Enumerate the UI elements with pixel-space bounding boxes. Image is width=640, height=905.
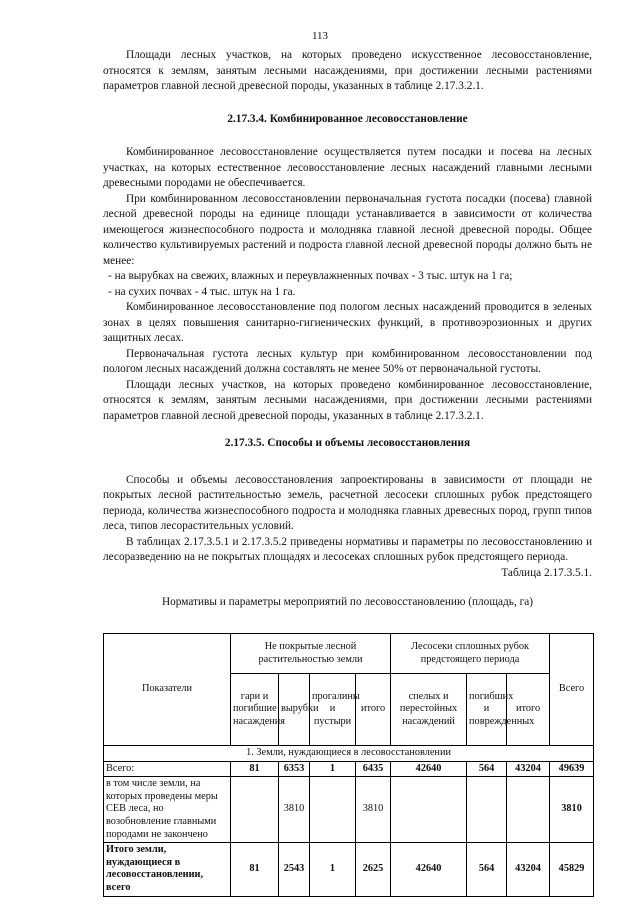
header-clearcut-areas: Лесосеки сплошных рубок предстоящего периода xyxy=(391,634,550,674)
cell: 1 xyxy=(310,761,356,777)
cell: 81 xyxy=(231,843,279,896)
paragraph: Первоначальная густота лесных культур при комбинированном лесовосстановлении под пологом лесных насаждений должна составлять не менее 50% от первоначальной густоты. xyxy=(103,347,592,375)
list-item: - на сухих почвах - 4 тыс. штук на 1 га. xyxy=(108,285,296,298)
table-row xyxy=(104,843,594,896)
header-total: Всего xyxy=(550,634,594,746)
paragraph: В таблицах 2.17.3.5.1 и 2.17.3.5.2 приведены нормативы и параметры по лесовосстановлению и лесоразведению на не покрытых площадях и лесосеках сплошных рубок предстоящего периода. xyxy=(103,535,592,563)
norms-table xyxy=(103,633,594,897)
cell: 3810 xyxy=(550,777,594,843)
header-clearcuts: вырубки xyxy=(279,674,310,746)
section-heading: 2.17.3.4. Комбинированное лесовосстановление xyxy=(227,112,468,125)
header-glades: прогалины и пустыри xyxy=(310,674,356,746)
header-indicators: Показатели xyxy=(104,634,231,746)
table-caption: Нормативы и параметры мероприятий по лесовосстановлению (площадь, га) xyxy=(161,596,533,608)
cell: 43204 xyxy=(507,843,550,896)
cell: 6353 xyxy=(279,761,310,777)
document-body xyxy=(103,48,592,622)
table-row xyxy=(104,761,594,777)
section-heading: 2.17.3.5. Способы и объемы лесовосстановления xyxy=(224,437,471,449)
page-number: 113 xyxy=(311,30,329,42)
cell xyxy=(467,777,507,843)
cell: 3810 xyxy=(356,777,391,843)
cell xyxy=(391,777,467,843)
cell xyxy=(231,777,279,843)
table-row xyxy=(104,777,594,843)
row-label: Всего: xyxy=(104,761,231,777)
header-mature: спелых и перестойных насаждений xyxy=(391,674,467,746)
cell: 42640 xyxy=(391,761,467,777)
header-subtotal: итого xyxy=(507,674,550,746)
cell xyxy=(507,777,550,843)
header-subtotal: итого xyxy=(356,674,391,746)
cell: 45829 xyxy=(550,843,594,896)
header-burned: гари и погибшие насаждения xyxy=(231,674,279,746)
cell: 2543 xyxy=(279,843,310,896)
section-row: 1. Земли, нуждающиеся в лесовосстановлении xyxy=(104,746,594,762)
paragraph: При комбинированном лесовосстановлении первоначальная густота посадки (посева) главной лесной древесной породы на единице площади устанавливается в зависимости от количества имеющегося жизнеспособного подроста и молодняка главной лесной древесной породы. Общее количество культивируемых растений и подроста главной лесной древесной породы должно быть не менее: xyxy=(103,192,592,267)
cell: 42640 xyxy=(391,843,467,896)
cell: 2625 xyxy=(356,843,391,896)
cell: 6435 xyxy=(356,761,391,777)
list-item: - на вырубках на свежих, влажных и переувлажненных почвах - 3 тыс. штук на 1 га; xyxy=(108,270,513,282)
header-uncovered-lands: Не покрытые лесной растительностью земли xyxy=(231,634,391,674)
cell: 49639 xyxy=(550,761,594,777)
cell: 43204 xyxy=(507,761,550,777)
header-dead: погибших и поврежденных xyxy=(467,674,507,746)
paragraph: Площади лесных участков, на которых проведено комбинированное лесовосстановление, относятся к землям, занятым лесными насаждениями, при достижении лесными растениями параметров главной лесной древесной породы, указанных в таблице 2.17.3.2.1. xyxy=(103,378,592,422)
cell: 81 xyxy=(231,761,279,777)
table-label: Таблица 2.17.3.5.1. xyxy=(501,566,592,579)
paragraph: Площади лесных участков, на которых проведено искусственное лесовосстановление, относятся к землям, занятым лесными насаждениями, при достижении лесными растениями параметров главной лесной древесной породы, указанных в таблице 2.17.3.2.1. xyxy=(103,49,592,92)
cell xyxy=(310,777,356,843)
cell: 3810 xyxy=(279,777,310,843)
cell: 564 xyxy=(467,761,507,777)
cell: 564 xyxy=(467,843,507,896)
paragraph: Комбинированное лесовосстановление осуществляется путем посадки и посева на лесных участках, на которых естественное лесовосстановление лесных насаждений главными лесными древесными породами не обеспечивается. xyxy=(103,146,592,189)
row-label: Итого земли, нуждающиеся в лесовосстановлении, всего xyxy=(104,843,231,896)
cell: 1 xyxy=(310,843,356,896)
paragraph: Способы и объемы лесовосстановления запроектированы в зависимости от площади не покрытых лесной растительностью земель, расчетной лесосеки сплошных рубок предстоящего периода, количества жизнеспособного подроста и молодняка главных древесных пород, групп типов леса, типов лесорастительных условий. xyxy=(103,473,592,532)
row-label: в том числе земли, на которых проведены меры СЕВ леса, но возобновление главными породами не закончено xyxy=(104,777,231,843)
paragraph: Комбинированное лесовосстановление под пологом лесных насаждений проводится в зеленых зонах в целях повышения санитарно-гигиенических функций, в противоэрозионных и других защитных лесах. xyxy=(103,301,592,344)
